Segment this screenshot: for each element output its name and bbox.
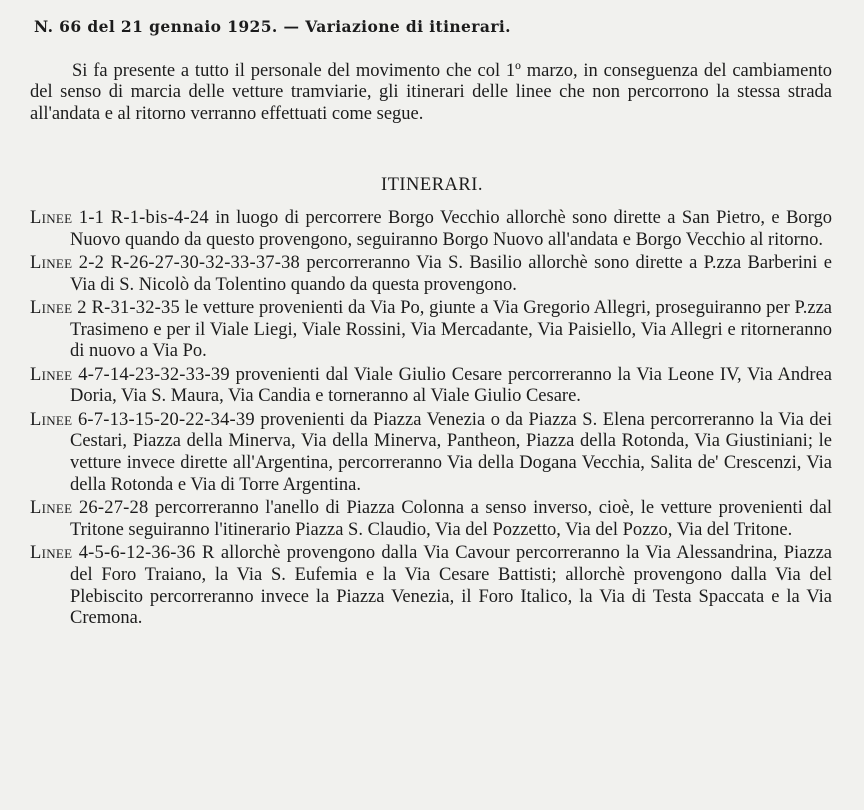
entry-description: allorchè provengono dalla Via Cavour percorreranno la Via Alessandrina, Piazza del Foro Traiano, la Via S. Eufemia e la Via Cesare Battisti; allorchè provengono dalla Via del Plebiscito percorreranno invece la Piazza Venezia, il Foro Italico, la Via di Testa Spaccata e la Via Cremona.	[70, 543, 832, 629]
entry-label: Linee	[30, 543, 73, 564]
itinerary-entry	[30, 498, 832, 541]
itinerary-entry	[30, 410, 832, 497]
entry-label: Linee	[30, 298, 73, 318]
entry-line-numbers: 6-7-13-15-20-22-34-39	[77, 409, 255, 430]
entry-description: percorreranno Via S. Basilio allorchè sono dirette a P.zza Barberini e Via di S. Nicolò da Tolentino quando da questa provengono.	[70, 253, 832, 295]
itinerary-entry	[30, 543, 832, 630]
entry-description: provenienti da Piazza Venezia o da Piazza S. Elena percorreranno la Via dei Cestari, Piazza della Minerva, Via della Minerva, Pantheon, Piazza della Rotonda, Via Giustiniani; le vetture invece dirette all'Argentina, percorreranno Via della Dogana Vecchia, Salita de' Crescenzi, Via della Rotonda e Via di Torre Argentina.	[70, 409, 833, 495]
entry-label: Linee	[30, 253, 73, 273]
entry-line-numbers: 2-2 R-26-27-30-32-33-37-38	[78, 253, 300, 273]
entry-description: provenienti dal Viale Giulio Cesare percorreranno la Via Leone IV, Via Andrea Doria, Via S. Maura, Via Candia e torneranno al Viale Giulio Cesare.	[70, 364, 832, 407]
itinerary-entry	[30, 208, 832, 251]
entry-line-numbers: 1-1 R-1-bis-4-24	[78, 208, 209, 228]
itinerary-entry	[30, 365, 832, 408]
document-heading: N. 66 del 21 gennaio 1925. — Variazione di itinerari.	[34, 17, 511, 36]
entry-label: Linee	[30, 208, 73, 228]
section-title: ITINERARI.	[380, 175, 484, 195]
itinerary-list	[30, 208, 832, 632]
entry-label: Linee	[30, 498, 73, 519]
entry-line-numbers: 2 R-31-32-35	[77, 298, 180, 318]
entry-description: percorreranno l'anello di Piazza Colonna a senso inverso, cioè, le vetture provenienti dal Tritone seguiranno l'itinerario Piazza S. Claudio, Via del Pozzetto, Via del Pozzo, Via del Tritone.	[70, 498, 833, 540]
entry-line-numbers: 26-27-28	[78, 498, 149, 519]
entry-label: Linee	[30, 409, 73, 430]
itinerary-entry	[30, 298, 832, 363]
entry-label: Linee	[30, 364, 73, 385]
itinerary-entry	[30, 253, 832, 296]
entry-line-numbers: 4-5-6-12-36-36 R	[78, 543, 215, 564]
entry-description: in luogo di percorrere Borgo Vecchio allorchè sono dirette a San Pietro, e Borgo Nuovo quando da questo provengono, seguiranno Borgo Nuovo all'andata e Borgo Vecchio al ritorno.	[70, 208, 833, 250]
entry-description: le vetture provenienti da Via Po, giunte a Via Gregorio Allegri, proseguiranno per P.zza Trasimeno e per il Viale Liegi, Viale Rossini, Via Mercadante, Via Paisiello, Via Allegri e ritorneranno di nuovo a Via Po.	[70, 298, 833, 362]
entry-line-numbers: 4-7-14-23-32-33-39	[78, 364, 230, 385]
intro-paragraph: Si fa presente a tutto il personale del movimento che col 1º marzo, in conseguenza del cambiamento del senso di marcia delle vetture tramviarie, gli itinerari delle linee che non percorrono la stessa strada all'andata e al ritorno verranno effettuati come segue.	[30, 61, 832, 124]
